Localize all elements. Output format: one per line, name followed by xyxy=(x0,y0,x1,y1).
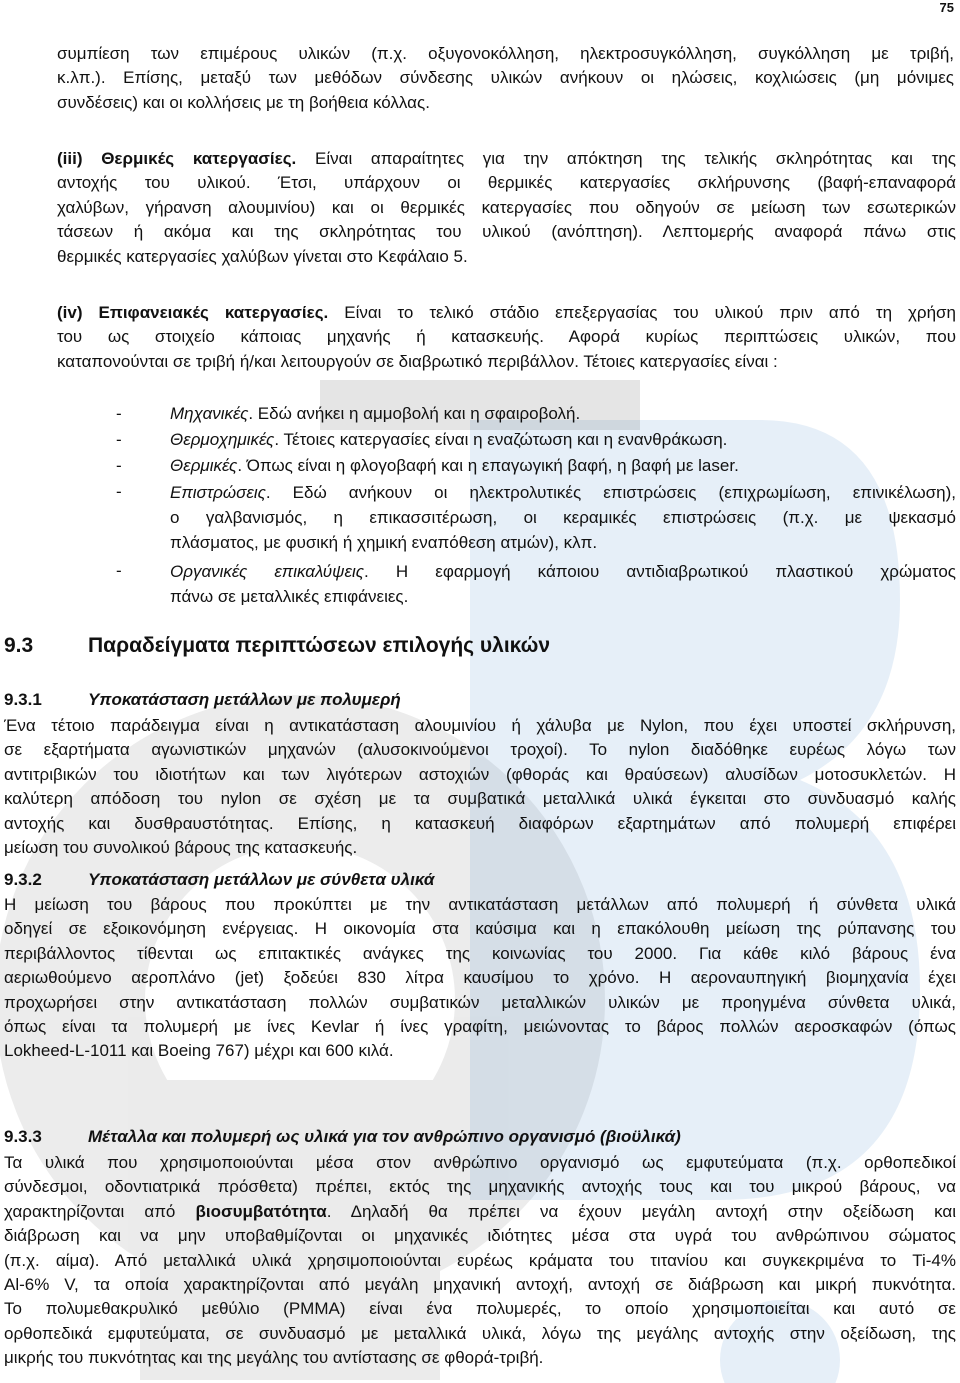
text-line: μικρής του πυκνότητας και της μεγάλης του αντίστασης σε φθορά-τριβή. xyxy=(4,1348,544,1368)
intro-paragraph xyxy=(57,42,954,115)
text-line: αντοχής και δυσθραυστότητας. Επίσης, η κατασκευή διαφόρων εξαρτημάτων από πολυμερή επιφέρει xyxy=(4,813,956,833)
text-line: μείωση του συνολικού βάρους της κατασκευής. xyxy=(4,838,358,858)
list-item: Επιστρώσεις. Εδώ ανήκουν οι ηλεκτρολυτικές επιστρώσεις (επιχρωμίωση, επινικέλωση), ο γαλβανισμός, η επικασσιτέρωση, οι κεραμικές επιστρώσεις (π.χ. με ψεκασμό πλάσματος, με φυσική ή χημική εναπόθεση ατμών), κλπ. xyxy=(170,483,956,552)
sub3-paragraph xyxy=(4,1151,956,1371)
list-item: Θερμοχημικές. Τέτοιες κατεργασίες είναι η εναζώτωση και η ενανθράκωση. xyxy=(170,430,728,449)
text-line: θερμικές κατεργασίες χαλύβων γίνεται στο Κεφάλαιο 5. xyxy=(57,246,468,266)
text-line: κ.λπ.). Επίσης, μεταξύ των μεθόδων σύνδεσης υλικών ανήκουν οι ηλώσεις, κοχλιώσεις (μη μόνιμες xyxy=(57,68,954,88)
list-dash: - xyxy=(116,404,122,423)
list-dash: - xyxy=(116,456,122,475)
text-line: περιβάλλοντος τίθενται ως επιτακτικές ανάγκες της κοινωνίας του 2000. Για κάθε κιλό βάρους ένα xyxy=(4,943,956,963)
text-line: αντιτριβικών του ιδιοτήτων και των λιγότερων αστοχιών (φθοράς και θραύσεων) αλυσίδων μοτοσυκλετών. Η xyxy=(4,764,956,784)
text-line: ορθοπεδικά εμφυτεύματα, σε συνδυασμό με μεταλλικά υλικά, λόγω της μεγάλης αντοχής στην οξείδωση, της xyxy=(4,1323,956,1343)
text-line: (iv) Επιφανειακές κατεργασίες. Είναι το τελικό στάδιο επεξεργασίας του υλικού πριν από τη χρήση xyxy=(57,303,957,322)
thermal-heading: (iii) Θερμικές κατεργασίες. xyxy=(57,149,297,168)
sub1-paragraph xyxy=(4,714,956,860)
text-line: Lokheed-L-1011 και Boeing 767) μέχρι και 600 κιλά. xyxy=(4,1041,394,1061)
text-line: διάβρωση και να μην υποβαθμίζονται οι μηχανικές ιδιότητες μέσα στα υγρά του ανθρώπινου σώματος xyxy=(4,1226,956,1246)
list-dash: - xyxy=(116,482,122,501)
list-item: Θερμικές. Όπως είναι η φλογοβαφή και η επαγωγική βαφή, η βαφή με laser. xyxy=(170,456,739,475)
text-line: οδηγεί σε εξοικονόμηση ενέργειας. Η οικονομία στα καύσιμα και η επακόλουθη μείωση της ρύπανσης του xyxy=(4,919,956,939)
subsection-heading: 9.3.3 Μέταλλα και πολυμερή ως υλικά για τον ανθρώπινο οργανισμό (βιοϋλικά) xyxy=(4,1127,681,1146)
surface-heading: (iv) Επιφανειακές κατεργασίες. xyxy=(57,303,329,322)
text-line: τάσεων ή ακόμα και της σκληρότητας του υλικού (ανόπτηση). Λεπτομερής αναφορά πάνω στις xyxy=(57,222,956,242)
text-line: καταπονούνται σε τριβή ή/και λειτουργούν σε διαβρωτικό περιβάλλον. Τέτοιες κατεργασίες είναι : xyxy=(57,351,778,371)
text-line: χαλύβων, γήρανση αλουμινίου) και οι θερμικές κατεργασίες που οδηγούν σε μείωση των εσωτερικών xyxy=(57,197,956,217)
text-line: Το πολυμεθακρυλικό μεθύλιο (PMMA) είναι ένα πολυμερές, το οποίο χρησιμοποιείται και αυτό σε xyxy=(4,1299,956,1319)
text-line: προχωρήσει στην αντικατάσταση πολλών συμβατικών μεταλλικών υλικών με προηγμένα σύνθετα υλικά, xyxy=(4,992,956,1012)
text-line: συνδέσεις) και οι κολλήσεις με τη βοήθεια κόλλας. xyxy=(57,92,430,112)
list-dash: - xyxy=(116,561,122,580)
subsection-heading: 9.3.1 Υποκατάσταση μετάλλων με πολυμερή xyxy=(4,690,401,709)
text-line: καλύτερη απόδοση του nylon σε σχέση με τα συμβατικά μεταλλικά υλικά έγκειται στο συνδυασμό καλής xyxy=(4,789,956,809)
text-line: του ως στοιχείο κάποιας μηχανής ή κατασκευής. Αφορά κυρίως περιπτώσεις υλικών, που xyxy=(57,327,956,347)
text-line: (π.χ. αίμα). Από μεταλλικά υλικά χρησιμοποιούνται ευρέως κράματα του τιτανίου και συγκεκριμένα το Ti-4% xyxy=(4,1250,956,1270)
text-line: αεριωθούμενο αεροπλάνο (jet) ξοδεύει 830 λίτρα καυσίμου το χρόνο. Η αεροναυπηγική βιομηχανία έχει xyxy=(4,968,956,988)
thermal-paragraph xyxy=(57,147,956,269)
list-item: Οργανικές επικαλύψεις. Η εφαρμογή κάποιου αντιδιαβρωτικού πλαστικού χρώματος πάνω σε μεταλλικές επιφάνειες. xyxy=(170,562,956,606)
biocompatibility-term: βιοσυμβατότητα xyxy=(195,1201,327,1221)
text-line: Η μείωση του βάρους που προκύπτει με την αντικατάσταση μετάλλων από πολυμερή ή σύνθετα υλικά xyxy=(4,895,956,914)
surface-paragraph xyxy=(57,301,956,374)
text-line: Τα υλικά που χρησιμοποιούνται μέσα στον ανθρώπινο οργανισμό ως εμφυτεύματα (π.χ. ορθοπεδικοί xyxy=(4,1153,956,1172)
text-line: (iii) Θερμικές κατεργασίες. Είναι απαραίτητες για την απόκτηση της τελικής σκληρότητας και της xyxy=(57,149,956,168)
text-line: Ένα τέτοιο παράδειγμα είναι η αντικατάσταση αλουμινίου ή χάλυβα με Nylon, που έχει υποστεί σκλήρυνση, xyxy=(4,716,956,735)
text-line: σε εξαρτήματα αγωνιστικών μηχανών (αλυσοκινούμενοι τροχοί). Το nylon διαδόθηκε ευρέως λόγω των xyxy=(4,740,956,760)
text-line: χαρακτηρίζονται από βιοσυμβατότητα. Δηλαδή θα πρέπει να έχουν μεγάλη αντοχή στην οξείδωση και xyxy=(4,1201,956,1221)
text-line: όπως είναι τα πολυμερή με ίνες Kevlar ή ίνες γραφίτη, μειώνοντας το βάρος πολλών αεροσκαφών (όπως xyxy=(4,1017,956,1037)
section-heading: 9.3 Παραδείγματα περιπτώσεων επιλογής υλικών xyxy=(4,634,551,657)
text-line: σύνδεσμοι, οδοντιατρικά πρόσθετα) πρέπει, εκτός της μηχανικής αντοχής τους και του μικρού βάρους, να xyxy=(4,1177,956,1197)
text-line: συμπίεση των επιμέρους υλικών (π.χ. οξυγονοκόλληση, ηλεκτροσυγκόλληση, συγκόλληση με τριβή, xyxy=(57,44,954,63)
page-number: 75 xyxy=(939,0,954,15)
subsection-heading: 9.3.2 Υποκατάσταση μετάλλων με σύνθετα υλικά xyxy=(4,870,435,889)
sub2-paragraph xyxy=(4,893,956,1064)
list-dash: - xyxy=(116,430,122,449)
text-line: Al-6% V, τα οποία χαρακτηρίζονται από μεγάλη μηχανική αντοχή, αντοχή σε διάβρωση και μικρή πυκνότητα. xyxy=(4,1275,956,1295)
list-item: Μηχανικές. Εδώ ανήκει η αμμοβολή και η σφαιροβολή. xyxy=(170,404,581,423)
text-line: αντοχής του υλικού. Έτσι, υπάρχουν οι θερμικές κατεργασίες σκλήρυνσης (βαφή-επαναφορά xyxy=(57,173,956,193)
